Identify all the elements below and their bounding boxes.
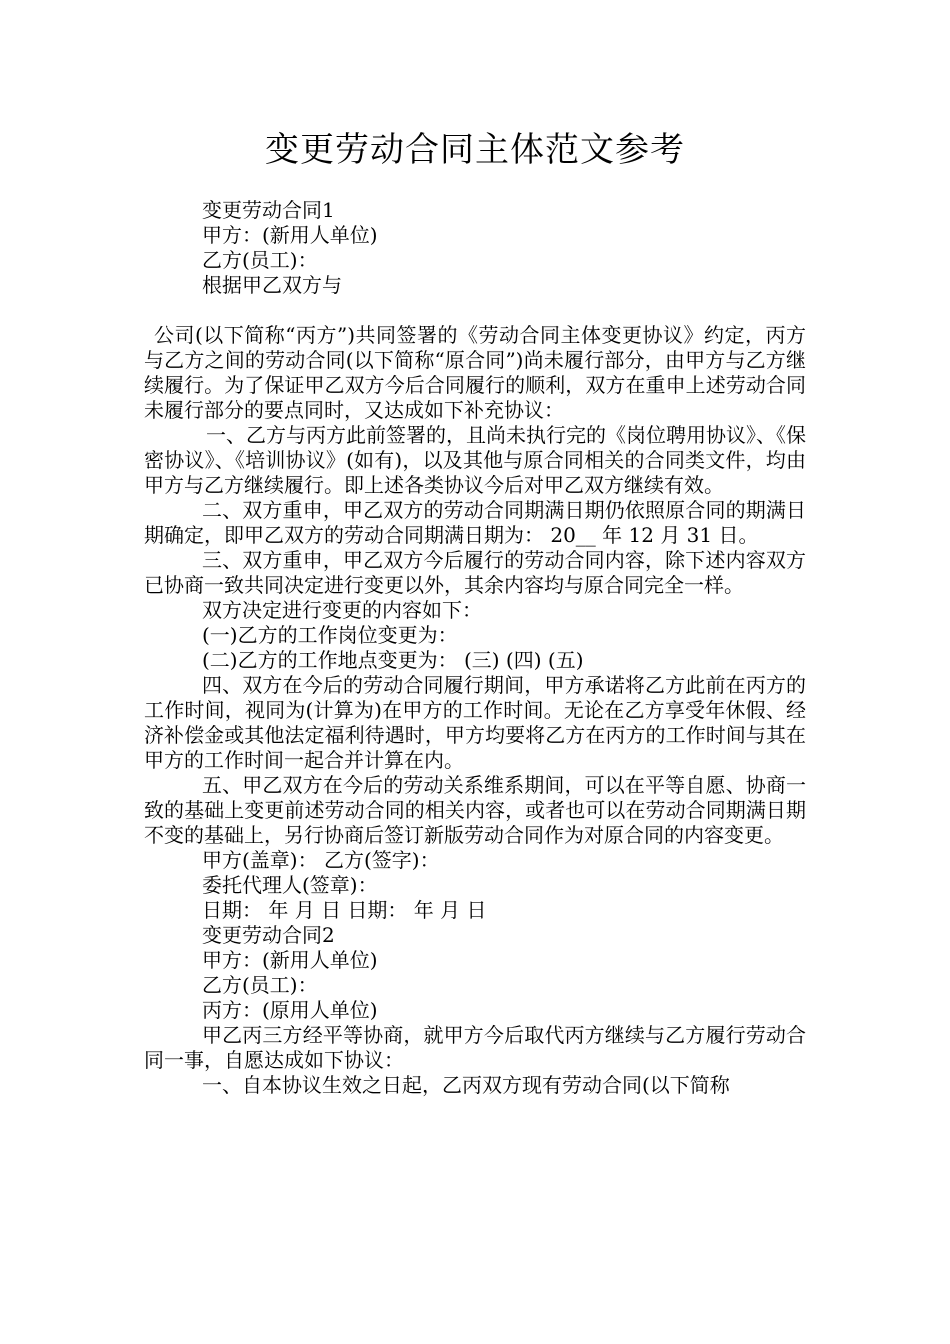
intro-line: 根据甲乙双方与 (202, 273, 342, 297)
agent-line: 委托代理人(签章)： (202, 873, 378, 897)
clause-3: 三、双方重申，甲乙双方今后履行的劳动合同内容，除下述内容双方已协商一致共同决定进行变更以外，其余内容均与原合同完全一样。 (144, 548, 806, 597)
clause-1: 一、乙方与丙方此前签署的，且尚未执行完的《岗位聘用协议》、《保密协议》、《培训协议》(如有)，以及其他与原合同相关的合同类文件，均由甲方与乙方继续履行。即上述各类协议今后对甲乙双方继续有效。 (144, 423, 806, 497)
signature-line: 甲方(盖章)： 乙方(签字)： (202, 848, 440, 872)
clause-2: 二、双方重申，甲乙双方的劳动合同期满日期仍依照原合同的期满日期确定，即甲乙双方的劳动合同期满日期为： 20__ 年 12 月 31 日。 (144, 498, 806, 547)
clause-5: 五、甲乙双方在今后的劳动关系维系期间，可以在平等自愿、协商一致的基础上变更前述劳动合同的相关内容，或者也可以在劳动合同期满日期不变的基础上，另行协商后签订新版劳动合同作为对原合同的内容变更。 (144, 773, 806, 847)
party-b-line-2: 乙方(员工)： (202, 973, 318, 997)
party-b-line: 乙方(员工)： (202, 248, 318, 272)
clause-4: 四、双方在今后的劳动合同履行期间，甲方承诺将乙方此前在丙方的工作时间，视同为(计算为)在甲方的工作时间。无论在乙方享受年休假、经济补偿金或其他法定福利待遇时，甲方均要将乙方在丙方的工作时间与其在甲方的工作时间一起合并计算在内。 (144, 673, 806, 772)
party-a-line: 甲方：(新用人单位) (202, 223, 378, 247)
date-line: 日期： 年 月 日 日期： 年 月 日 (202, 898, 487, 922)
party-a-line-2: 甲方：(新用人单位) (202, 948, 378, 972)
paragraph-gap (144, 298, 806, 323)
clause-2-1: 一、自本协议生效之日起，乙丙双方现有劳动合同(以下简称 (202, 1073, 730, 1097)
section-heading-1: 变更劳动合同1 (202, 198, 335, 222)
section-heading-2: 变更劳动合同2 (202, 923, 335, 947)
change-item-1: (一)乙方的工作岗位变更为： (202, 623, 458, 647)
party-c-line: 丙方：(原用人单位) (202, 998, 378, 1022)
body-paragraph: 公司(以下简称“丙方”)共同签署的《劳动合同主体变更协议》约定，丙方与乙方之间的劳动合同(以下简称“原合同”)尚未履行部分，由甲方与乙方继续履行。为了保证甲乙双方今后合同履行的顺利，双方在重申上述劳动合同未履行部分的要点同时，又达成如下补充协议： (144, 323, 806, 422)
change-intro: 双方决定进行变更的内容如下： (202, 598, 482, 622)
document-title: 变更劳动合同主体范文参考 (265, 130, 685, 170)
change-item-2: (二)乙方的工作地点变更为： (三) (四) (五) (202, 648, 584, 672)
document-body (144, 198, 806, 1098)
agreement-intro: 甲乙丙三方经平等协商，就甲方今后取代丙方继续与乙方履行劳动合同一事，自愿达成如下协议： (144, 1023, 806, 1072)
